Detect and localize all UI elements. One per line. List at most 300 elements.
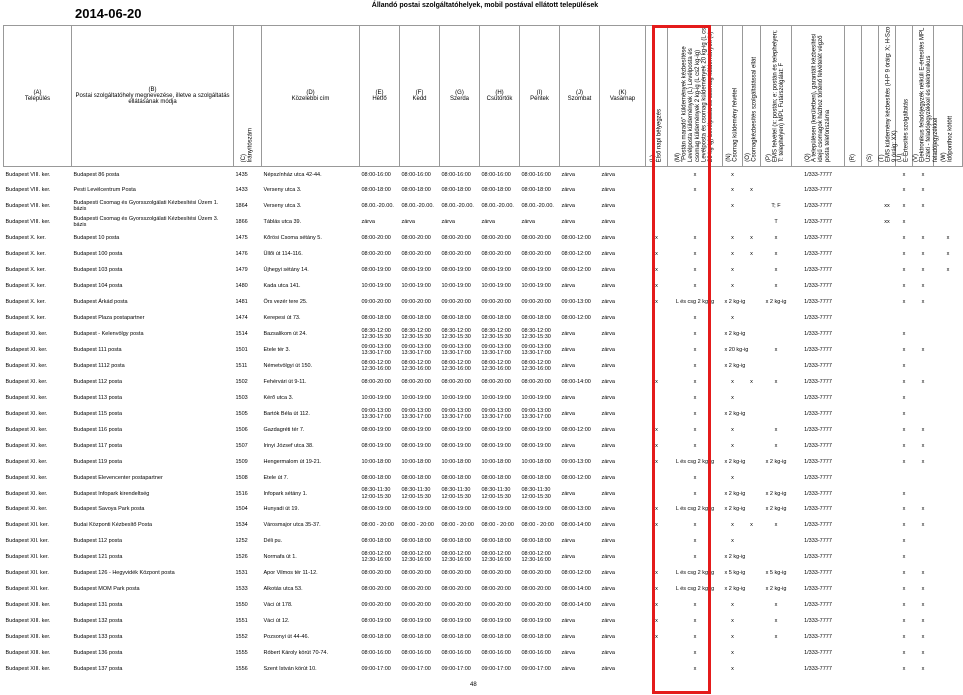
table-cell bbox=[934, 358, 963, 374]
table-cell: 09:00-13:00 13:30-17:00 bbox=[401, 343, 431, 356]
table-cell bbox=[862, 182, 879, 198]
table-cell bbox=[845, 278, 862, 294]
table-cell: 1501 bbox=[235, 346, 248, 353]
table-cell: L és csg 2 kg-ig bbox=[675, 299, 715, 306]
table-cell: 1/333-7777 bbox=[804, 219, 832, 226]
table-cell: Budapest 104 posta bbox=[73, 283, 123, 290]
table-cell: zárva bbox=[601, 522, 615, 529]
table-cell: 1503 bbox=[235, 394, 248, 401]
table-cell: 1/333-7777 bbox=[804, 315, 832, 322]
table-cell: Budapest VIII. ker. bbox=[5, 219, 51, 226]
table-cell: 08:00-19:00 bbox=[481, 506, 511, 513]
table-cell: x 2 kg-ig bbox=[724, 490, 746, 497]
table-cell: x bbox=[693, 522, 697, 529]
table-cell bbox=[646, 198, 668, 214]
table-cell bbox=[743, 262, 761, 278]
table-cell: 08:00-18:00 bbox=[481, 634, 511, 641]
column-header-label: (V) Elektronikus feladójegyzék nélküli E-értesítés MPL Üzleti - feladójegyzékkel és elektronikus feladójegyzékkel bbox=[913, 27, 939, 162]
table-cell: 08:00-20:00 bbox=[401, 586, 431, 593]
table-cell bbox=[845, 629, 862, 645]
table-cell bbox=[862, 517, 879, 533]
table-cell: x 2 kg-ig bbox=[724, 362, 746, 369]
table-cell: 08:00-19:00 bbox=[401, 506, 431, 513]
table-cell: 09:00-17:00 bbox=[361, 666, 391, 672]
table-cell: 08:00-18:00 bbox=[521, 315, 551, 322]
table-cell: zárva bbox=[601, 203, 615, 210]
table-row bbox=[4, 198, 963, 214]
table-cell: Budapest 111 posta bbox=[73, 346, 122, 353]
column-header-label: (K) Vasárnap bbox=[609, 90, 636, 102]
table-row bbox=[4, 549, 963, 565]
table-cell: 08:00-18:00 bbox=[401, 315, 431, 322]
table-cell: 1/333-7777 bbox=[804, 554, 832, 561]
table-cell bbox=[879, 470, 896, 486]
table-cell: 08:00-18:00 bbox=[401, 634, 431, 641]
table-cell bbox=[879, 230, 896, 246]
table-cell bbox=[862, 486, 879, 502]
table-cell: Budapest XII. ker. bbox=[5, 554, 49, 561]
table-cell: x bbox=[693, 315, 697, 322]
table-cell: Budapest 119 posta bbox=[73, 458, 123, 465]
table-cell bbox=[934, 549, 963, 565]
table-cell: zárva bbox=[601, 570, 615, 577]
table-cell bbox=[646, 182, 668, 198]
table-cell: 08:00-18:00 bbox=[521, 538, 551, 545]
table-cell: x bbox=[655, 634, 658, 641]
table-cell bbox=[862, 565, 879, 581]
table-cell: 08:00-20:00 bbox=[361, 586, 391, 593]
table-cell: x bbox=[693, 251, 697, 258]
table-cell: zárva bbox=[601, 426, 615, 433]
table-cell: 09:00-20:00 bbox=[401, 299, 431, 306]
table-cell bbox=[646, 390, 668, 406]
table-cell: x bbox=[655, 570, 658, 577]
table-cell: 08:00-18:00 bbox=[401, 538, 431, 545]
table-cell: 08:00-20:00 bbox=[481, 235, 511, 242]
table-cell bbox=[761, 390, 792, 406]
table-cell bbox=[862, 294, 879, 310]
table-cell: Budapest X. ker. bbox=[5, 267, 46, 274]
table-cell: 09:00-17:00 bbox=[441, 666, 471, 672]
column-header-label: (T) EMS küldemény kézbesítés (H-P 9 óráig: X; H-Szo 9 óráig: XX) bbox=[879, 26, 899, 162]
table-cell: Budapest XII. ker. bbox=[5, 586, 49, 593]
table-cell: 10:00-19:00 bbox=[441, 283, 471, 290]
table-cell: x bbox=[750, 187, 753, 194]
table-cell bbox=[934, 645, 963, 661]
table-cell: Budapest XI. ker. bbox=[5, 346, 48, 353]
column-header-13 bbox=[723, 26, 743, 167]
table-cell bbox=[934, 438, 963, 454]
table-cell: zárva bbox=[521, 219, 535, 226]
column-header-label: (D) Közelebbi cím bbox=[291, 90, 330, 102]
table-cell: 08:00-18:00 bbox=[441, 634, 471, 641]
table-cell: x bbox=[731, 394, 734, 401]
table-cell: 1556 bbox=[235, 666, 248, 672]
table-cell: zárva bbox=[561, 219, 575, 226]
table-cell: 08:00-20:00 bbox=[481, 378, 511, 385]
column-header-label: (J) Szombat bbox=[567, 90, 592, 102]
table-cell: x bbox=[902, 650, 906, 657]
table-cell: 1/333-7777 bbox=[804, 394, 832, 401]
table-cell: 08:00-12:00 12:30-16:00 bbox=[441, 359, 471, 372]
table-cell bbox=[761, 326, 792, 342]
table-cell bbox=[862, 278, 879, 294]
table-cell bbox=[913, 214, 934, 230]
table-cell: 08:00-12:00 12:30-16:00 bbox=[441, 551, 471, 564]
table-cell: 1555 bbox=[235, 650, 248, 657]
column-header-17 bbox=[845, 26, 862, 167]
table-cell: x bbox=[731, 378, 734, 385]
table-cell bbox=[761, 167, 792, 183]
table-cell bbox=[743, 549, 761, 565]
table-cell: x bbox=[921, 299, 925, 306]
table-cell: Gazdagréti tér 7. bbox=[263, 426, 305, 433]
table-cell: x bbox=[655, 267, 658, 274]
table-cell: x bbox=[693, 602, 697, 609]
table-cell: 08:00-19:00 bbox=[521, 506, 551, 513]
table-row bbox=[4, 502, 963, 518]
table-cell: 08:00 - 20:00 bbox=[521, 522, 554, 529]
table-cell: Németvölgyi út 150. bbox=[263, 362, 313, 369]
table-row bbox=[4, 422, 963, 438]
table-cell: 08:30-12:00 12:30-15:30 bbox=[401, 327, 431, 340]
table-cell: Pozsonyi út 44-46. bbox=[263, 634, 310, 641]
table-cell: x bbox=[750, 235, 753, 242]
document-date: 2014-06-20 bbox=[75, 6, 142, 21]
table-cell bbox=[862, 374, 879, 390]
table-cell bbox=[646, 645, 668, 661]
column-header-label: (L) Első napi bélyegzés bbox=[649, 108, 663, 162]
table-cell bbox=[862, 262, 879, 278]
table-cell bbox=[862, 214, 879, 230]
table-cell: 1506 bbox=[235, 426, 248, 433]
table-cell: 08:30-11:30 12:00-15:30 bbox=[521, 487, 551, 500]
table-cell bbox=[862, 246, 879, 262]
table-cell bbox=[934, 374, 963, 390]
table-cell: Budapest XI. ker. bbox=[5, 362, 48, 369]
table-cell bbox=[879, 167, 896, 183]
table-cell: Népszínház utca 42-44. bbox=[263, 171, 322, 178]
table-cell: 08:00-20:00 bbox=[361, 378, 391, 385]
table-cell bbox=[743, 645, 761, 661]
table-cell: x bbox=[693, 650, 697, 657]
table-cell: x bbox=[655, 522, 658, 529]
table-cell bbox=[646, 342, 668, 358]
table-cell bbox=[862, 549, 879, 565]
table-cell: 08:00-20:00 bbox=[481, 570, 511, 577]
table-cell: 09:00-20:00 bbox=[401, 602, 431, 609]
table-cell bbox=[845, 549, 862, 565]
table-cell: L és csg 2 kg-ig bbox=[675, 570, 715, 577]
table-cell bbox=[879, 517, 896, 533]
table-cell: 10:00-19:00 bbox=[401, 283, 431, 290]
table-cell: x bbox=[693, 235, 697, 242]
table-cell: x 2 kg-ig bbox=[724, 410, 746, 417]
table-cell: Budapest 137 posta bbox=[73, 666, 123, 672]
table-cell: 08:00-19:00 bbox=[401, 267, 431, 274]
table-cell: 1480 bbox=[235, 283, 248, 290]
table-cell: T bbox=[774, 219, 778, 226]
table-cell bbox=[743, 422, 761, 438]
table-cell: x bbox=[774, 283, 778, 290]
table-cell: Irinyi József utca 38. bbox=[263, 442, 314, 449]
table-cell: 1502 bbox=[235, 378, 248, 385]
table-cell: x bbox=[902, 203, 906, 210]
table-cell: Bazsalikom út 24. bbox=[263, 330, 307, 337]
table-cell: zárva bbox=[601, 235, 615, 242]
table-cell: 1/333-7777 bbox=[804, 458, 832, 465]
table-cell: 08:00-19:00 bbox=[401, 618, 431, 625]
table-cell: zárva bbox=[561, 346, 575, 353]
table-cell bbox=[743, 167, 761, 183]
table-cell: 1/333-7777 bbox=[804, 426, 832, 433]
table-cell bbox=[879, 326, 896, 342]
table-cell: x bbox=[655, 251, 658, 258]
table-cell: zárva bbox=[561, 171, 575, 178]
table-cell: 1526 bbox=[235, 554, 248, 561]
table-cell bbox=[845, 645, 862, 661]
table-cell bbox=[913, 533, 934, 549]
table-row bbox=[4, 214, 963, 230]
table-cell: x bbox=[902, 267, 906, 274]
table-cell: 08:00-18:00 bbox=[441, 187, 471, 194]
table-cell bbox=[879, 182, 896, 198]
table-cell: 08:00-20:00 bbox=[441, 570, 471, 577]
table-cell: zárva bbox=[601, 315, 615, 322]
table-cell: 08:00-20:00 bbox=[441, 235, 471, 242]
table-cell: 1481 bbox=[235, 299, 248, 306]
table-cell: zárva bbox=[601, 219, 615, 226]
table-cell bbox=[845, 613, 862, 629]
table-cell: 08:00-12:00 bbox=[561, 474, 591, 481]
table-cell: 1/333-7777 bbox=[804, 650, 832, 657]
table-cell: 09:00-20:00 bbox=[361, 299, 391, 306]
column-header-1 bbox=[72, 26, 234, 167]
table-cell: 08.00.-20.00. bbox=[521, 203, 554, 210]
table-cell bbox=[913, 326, 934, 342]
table-cell: x bbox=[731, 283, 734, 290]
table-cell bbox=[862, 390, 879, 406]
table-cell: x bbox=[750, 378, 753, 385]
column-header-11 bbox=[646, 26, 668, 167]
table-cell: 08:00-20:00 bbox=[441, 586, 471, 593]
table-cell: Pesti Levélcentrum Posta bbox=[73, 187, 136, 194]
table-cell: 1/333-7777 bbox=[804, 251, 832, 258]
table-cell bbox=[743, 438, 761, 454]
table-cell: x bbox=[902, 235, 906, 242]
table-cell: x bbox=[902, 410, 906, 417]
table-cell: x bbox=[693, 346, 697, 353]
table-cell: x bbox=[693, 410, 697, 417]
table-cell: 10:00-19:00 bbox=[361, 394, 391, 401]
table-cell: 08:00-19:00 bbox=[521, 426, 551, 433]
table-cell: x bbox=[921, 586, 925, 593]
table-cell bbox=[845, 167, 862, 183]
table-cell: 08:00-19:00 bbox=[441, 618, 471, 625]
table-cell: 1/333-7777 bbox=[804, 506, 832, 513]
table-cell: Budapest 117 posta bbox=[73, 442, 123, 449]
table-cell: 1/333-7777 bbox=[804, 570, 832, 577]
table-cell: 1252 bbox=[235, 538, 248, 545]
table-cell bbox=[845, 454, 862, 470]
table-cell: 08:00-20:00 bbox=[521, 251, 551, 258]
table-cell: x bbox=[774, 426, 778, 433]
table-cell: x bbox=[693, 618, 697, 625]
table-cell bbox=[879, 581, 896, 597]
table-cell bbox=[743, 310, 761, 326]
table-cell: x bbox=[693, 362, 697, 369]
table-cell: x bbox=[731, 650, 734, 657]
table-cell bbox=[879, 486, 896, 502]
table-cell: Budapest XII. ker. bbox=[5, 538, 49, 545]
table-cell: 1/333-7777 bbox=[804, 299, 832, 306]
table-cell bbox=[934, 198, 963, 214]
table-cell: 1508 bbox=[235, 474, 248, 481]
table-cell: Budapest Plaza postapartner bbox=[73, 315, 145, 322]
table-row bbox=[4, 613, 963, 629]
table-cell: x bbox=[731, 187, 734, 194]
table-cell: Budapest 116 posta bbox=[73, 426, 123, 433]
table-cell: Róbert Károly körút 70-74. bbox=[263, 650, 329, 657]
table-cell: Kerepesi út 73. bbox=[263, 315, 301, 322]
table-cell: 09:00-20:00 bbox=[361, 602, 391, 609]
table-cell bbox=[862, 422, 879, 438]
column-header-label: (B) Postai szolgáltatóhely megnevezése, illetve a szolgáltatás ellátásának módja bbox=[75, 87, 230, 105]
table-cell bbox=[761, 549, 792, 565]
table-cell: x bbox=[731, 522, 734, 529]
table-cell: 09:00-13:00 13:30-17:00 bbox=[361, 343, 391, 356]
table-cell: Budapest XI. ker. bbox=[5, 330, 48, 337]
table-cell bbox=[934, 167, 963, 183]
table-row bbox=[4, 326, 963, 342]
table-cell: x 2 kg-ig bbox=[765, 299, 787, 306]
table-cell bbox=[845, 661, 862, 677]
table-cell: 1476 bbox=[235, 251, 248, 258]
table-cell: 08:00 - 20:00 bbox=[481, 522, 514, 529]
table-cell: zárva bbox=[601, 251, 615, 258]
table-cell: x bbox=[731, 442, 734, 449]
table-cell: x 20 kg-ig bbox=[724, 346, 749, 353]
column-header-label: (A) Település bbox=[24, 90, 51, 102]
table-cell: x bbox=[731, 267, 734, 274]
table-cell: Kérő utca 3. bbox=[263, 394, 294, 401]
table-cell: x bbox=[655, 618, 658, 625]
table-cell bbox=[646, 470, 668, 486]
table-cell: 08:00-12:00 12:30-16:00 bbox=[521, 551, 551, 564]
table-cell: 08.00.-20.00. bbox=[441, 203, 474, 210]
table-cell: 08:00-18:00 bbox=[361, 634, 391, 641]
column-header-5 bbox=[400, 26, 440, 167]
table-cell: L és csg 2 kg-ig bbox=[675, 506, 715, 513]
table-cell: 1/333-7777 bbox=[804, 283, 832, 290]
table-cell: 09:00-13:00 13:30-17:00 bbox=[401, 407, 431, 420]
table-cell: 09:00-13:00 13:30-17:00 bbox=[441, 343, 471, 356]
column-header-18 bbox=[862, 26, 879, 167]
table-cell: x bbox=[921, 203, 925, 210]
table-cell: zárva bbox=[601, 666, 615, 672]
table-cell: 08:00-18:00 bbox=[521, 634, 551, 641]
table-cell: x bbox=[902, 330, 906, 337]
table-cell: x 2 kg-ig bbox=[724, 586, 746, 593]
table-cell: 10:00-18:00 bbox=[521, 458, 551, 465]
table-cell: zárva bbox=[561, 538, 575, 545]
table-cell: 08:00-19:00 bbox=[481, 442, 511, 449]
table-row bbox=[4, 597, 963, 613]
table-cell: 1531 bbox=[235, 570, 248, 577]
table-cell bbox=[862, 342, 879, 358]
table-cell: 1433 bbox=[235, 187, 248, 194]
column-header-3 bbox=[262, 26, 360, 167]
table-cell: 08:00-12:00 bbox=[561, 570, 591, 577]
column-header-label: (N) Csomag küldemény felvétel bbox=[725, 88, 739, 162]
table-cell: x bbox=[655, 283, 658, 290]
table-cell: 08.00.-20.00. bbox=[481, 203, 514, 210]
table-cell: 09:00-17:00 bbox=[481, 666, 511, 672]
table-cell bbox=[845, 390, 862, 406]
table-cell bbox=[761, 406, 792, 422]
table-cell: 08:00-19:00 bbox=[361, 442, 391, 449]
table-cell bbox=[862, 613, 879, 629]
table-cell: 08:00-19:00 bbox=[521, 267, 551, 274]
table-cell: 08:00-18:00 bbox=[361, 187, 391, 194]
table-cell bbox=[845, 262, 862, 278]
table-cell bbox=[845, 581, 862, 597]
table-cell: Budapest 115 posta bbox=[73, 410, 123, 417]
table-cell bbox=[879, 565, 896, 581]
table-cell: 08:00-19:00 bbox=[521, 442, 551, 449]
table-cell: 09:00-20:00 bbox=[521, 602, 551, 609]
column-header-15 bbox=[761, 26, 792, 167]
table-cell: Váci út 12. bbox=[263, 618, 290, 625]
table-cell: zárva bbox=[601, 283, 615, 290]
table-cell: 08:00-12:00 12:30-16:00 bbox=[361, 551, 391, 564]
table-cell: 1504 bbox=[235, 506, 248, 513]
table-cell: x bbox=[921, 267, 925, 274]
table-cell: 1/333-7777 bbox=[804, 203, 832, 210]
table-cell: x bbox=[655, 586, 658, 593]
table-cell: zárva bbox=[601, 618, 615, 625]
table-cell: Budapest 113 posta bbox=[73, 394, 123, 401]
table-cell: zárva bbox=[561, 554, 575, 561]
table-cell bbox=[761, 470, 792, 486]
column-header-label: (Q) A településen (kerületben), garantált kézbesítési idejű csomagok házhoz történő felvételét végző posta telefonszáma bbox=[804, 33, 831, 162]
table-cell: zárva bbox=[601, 299, 615, 306]
table-cell: Apor Vilmos tér 11-12. bbox=[263, 570, 318, 577]
table-cell: zárva bbox=[561, 362, 575, 369]
table-cell: x bbox=[902, 171, 906, 178]
table-cell: x bbox=[946, 267, 950, 274]
table-cell: x bbox=[902, 346, 906, 353]
table-cell: x bbox=[731, 474, 734, 481]
table-cell: x 2 kg-ig bbox=[724, 554, 746, 561]
table-cell: 08:00-13:00 bbox=[561, 506, 591, 513]
table-cell: 1511 bbox=[235, 362, 248, 369]
table-cell: x bbox=[731, 171, 734, 178]
table-cell bbox=[646, 310, 668, 326]
table-cell: x bbox=[921, 666, 925, 672]
table-cell: L és csg 2 kg-ig bbox=[675, 586, 715, 593]
table-cell bbox=[913, 549, 934, 565]
table-cell: x 2 kg-ig bbox=[765, 506, 787, 513]
table-cell bbox=[743, 294, 761, 310]
table-cell: x bbox=[731, 251, 734, 258]
table-cell: 1/333-7777 bbox=[804, 474, 832, 481]
table-cell: x bbox=[921, 506, 925, 513]
table-cell: zárva bbox=[601, 602, 615, 609]
table-cell bbox=[646, 214, 668, 230]
table-cell: Budapest XIII. ker. bbox=[5, 602, 51, 609]
table-cell: Budapest 103 posta bbox=[73, 267, 123, 274]
